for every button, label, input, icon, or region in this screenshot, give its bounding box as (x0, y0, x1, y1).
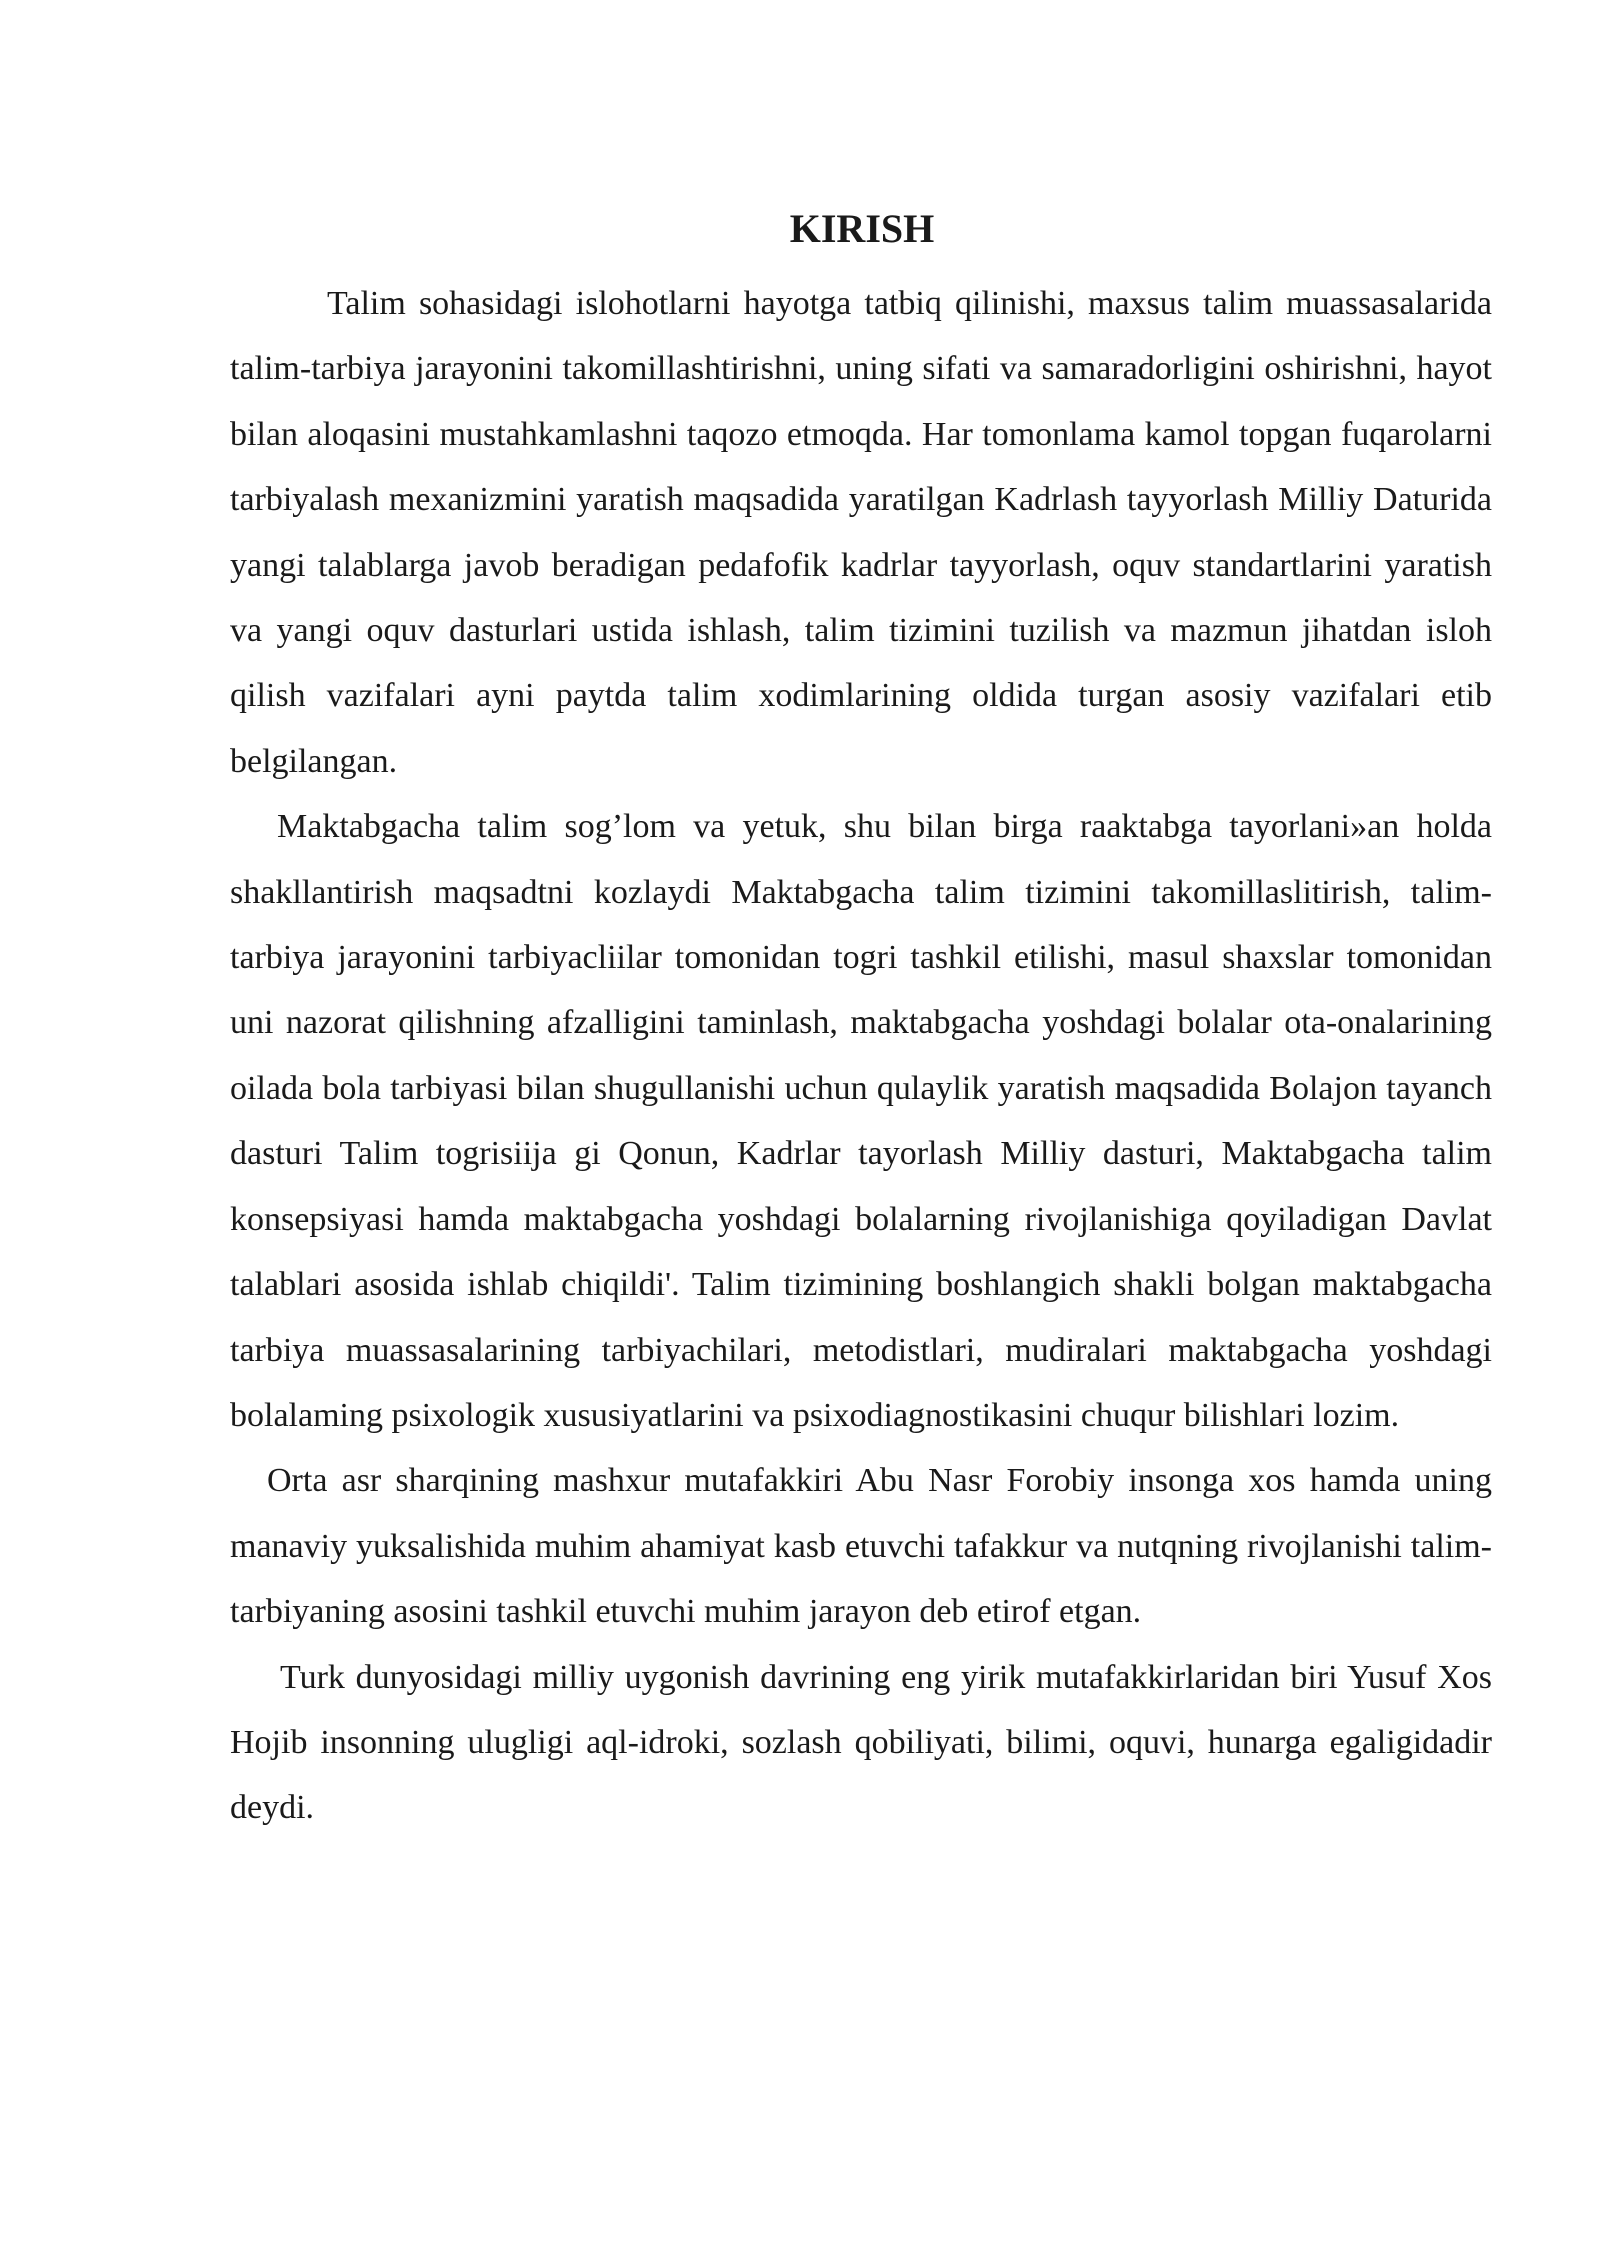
page-title: KIRISH (789, 206, 935, 251)
paragraph-3: Orta asr sharqining mashxur mutafakkiri Abu Nasr Forobiy insonga xos hamda uning manaviy yuksalishida muhim ahamiyat kasb etuvchi tafakkur va nutqning rivojlanishi talim-tarbiyaning asosini tashkil etuvchi muhim jarayon deb etirof etgan. (230, 1462, 1492, 1631)
paragraph-1: Talim sohasidagi islohotlarni hayotga tatbiq qilinishi, maxsus talim muassasalarida talim-tarbiya jarayonini takomillashtirishni, uning sifati va samaradorligini oshirishni, hayot bilan aloqasini mustahkamlashni taqozo etmoqda. Har tomonlama kamol topgan fuqarolarni tarbiyalash mexanizmini yaratish maqsadida yaratilgan Kadrlash tayyorlash Milliy Daturida yangi talablarga javob beradigan pedafofik kadrlar tayyorlash, oquv standartlarini yaratish va yangi oquv dasturlari ustida ishlash, talim tizimini tuzilish va mazmun jihatdan isloh qilish vazifalari ayni paytda talim xodimlarining oldida turgan asosiy vazifalari etib belgilangan. (230, 285, 1492, 780)
paragraph-2: Maktabgacha talim sog’lom va yetuk, shu bilan birga raaktabga tayorlani»an holda shakllantirish maqsadtni kozlaydi Maktabgacha talim tizimini takomillaslitirish, talim-tarbiya jarayonini tarbiyacliilar tomonidan togri tashkil etilishi, masul shaxslar tomonidan uni nazorat qilishning afzalligini taminlash, maktabgacha yoshdagi bolalar ota-onalarining oilada bola tarbiyasi bilan shugullanishi uchun qulaylik yaratish maqsadida Bolajon tayanch dasturi Talim togrisiija gi Qonun, Kadrlar tayorlash Milliy dasturi, Maktabgacha talim konsepsiyasi hamda maktabgacha yoshdagi bolalarning rivojlanishiga qoyiladigan Davlat talablari asosida ishlab chiqildi'. Talim tizimining boshlangich shakli bolgan maktabgacha tarbiya muassasalarining tarbiyachilari, metodistlari, mudiralari maktabgacha yoshdagi bolalaming psixologik xususiyatlarini va psixodiagnostikasini chuqur bilishlari lozim. (230, 808, 1492, 1434)
paragraph-4: Turk dunyosidagi milliy uygonish davrining eng yirik mutafakkirlaridan biri Yusuf Xos Hojib insonning ulugligi aql-idroki, sozlash qobiliyati, bilimi, oquvi, hunarga egaligidadir deydi. (230, 1658, 1492, 1827)
document-page (230, 195, 1492, 1841)
